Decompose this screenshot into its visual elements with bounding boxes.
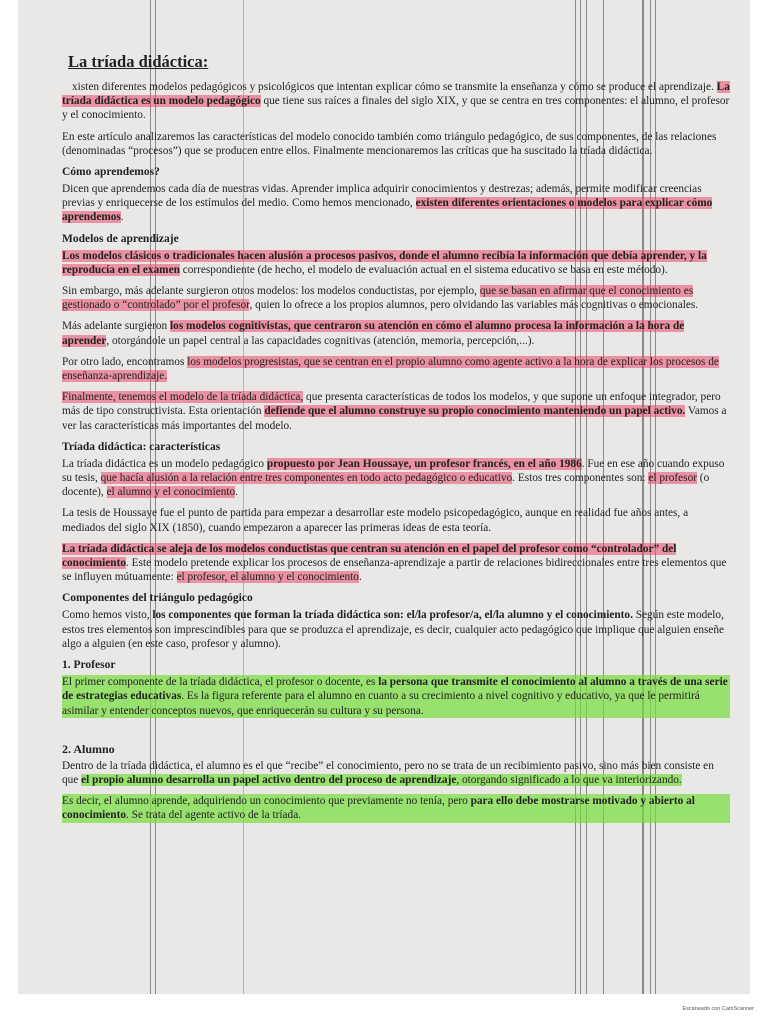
modelos-paragraph-1: Los modelos clásicos o tradicionales hacen alusión a procesos pasivos, donde el alumno recibía la información que debía aprender, y la reproducía en el examen correspondiente (de hecho, el modelo de evaluación actual en el sistema educativo se basa en este método). (62, 249, 707, 276)
highlight-pink: defiende que el alumno construye su propio conocimiento manteniendo un papel activo. (264, 405, 686, 418)
highlight-pink: Los modelos clásicos o tradicionales hacen alusión a procesos pasivos, donde el alumno recibía la información que debía aprender, y la reproducía en el examen (62, 249, 707, 276)
highlight-green: , otorgando significado a lo que va interiorizando. (456, 773, 682, 786)
modelos-paragraph-5: Finalmente, tenemos el modelo de la tríada didáctica, que presenta características de todos los modelos, y que supone un enfoque integrador, pero más de tipo constructivista. Esta orientación defiende que el alumno construye su propio conocimiento manteniendo un papel activo. Vamos a ver las características más importantes del modelo. (62, 391, 727, 432)
highlight-pink: existen diferentes orientaciones o modelos para explicar cómo aprendemos (62, 197, 713, 224)
section-heading-triada-caracteristicas: Tríada didáctica: características (62, 440, 221, 453)
alumno-paragraph-2: Es decir, el alumno aprende, adquiriendo un conocimiento que previamente no tenía, pero para ello debe mostrarse motivado y abierto al conocimiento. Se trata del agente activo de la tríada. (62, 794, 730, 822)
section-heading-profesor: 1. Profesor (62, 659, 116, 672)
highlight-pink: que hacía alusión a la relación entre tres componentes en todo acto pedagógico o educativo (100, 472, 513, 485)
intro-paragraph-1: xisten diferentes modelos pedagógicos y psicológicos que intentan explicar cómo se transmite la enseñanza y cómo se produce el aprendizaje. La tríada didáctica es un modelo pedagógico que tiene sus raíces a finales del siglo XIX, y que se centra en tres componentes: el alumno, el profesor y el conocimiento. (62, 81, 730, 122)
alumno-paragraph-1: Dentro de la tríada didáctica, el alumno es el que “recibe” el conocimiento, pero no se trata de un recibimiento pasivo, sino más bien consiste en que el propio alumno desarrolla un papel activo dentro del proceso de aprendizaje, otorgando significado a lo que va interiorizando. (62, 759, 714, 786)
modelos-paragraph-2: Sin embargo, más adelante surgieron otros modelos: los modelos conductistas, por ejemplo, que se basan en afirmar que el conocimiento es gestionado o “controlado” por el profesor, quien lo ofrece a los propios alumnos, pero olvidando las variables más cognitivas o emocionales. (62, 285, 699, 312)
intro-paragraph-2: En este artículo analizaremos las características del modelo conocido también como triángulo pedagógico, de sus componentes, de las relaciones (denominadas “procesos”) que se producen entre ellos. Finalmente mencionaremos las críticas que ha suscitado la tríada didáctica. (62, 130, 717, 157)
componentes-paragraph: Como hemos visto, los componentes que forman la tríada didáctica son: el/la profesor/a, el/la alumno y el conocimiento. Según este modelo, estos tres elementos son imprescindibles para que se produzca el aprendizaje, es decir, cualquier acto pedagógico que implique que alguien enseñe algo a alguien (en este caso, profesor y alumno). (62, 609, 725, 650)
profesor-paragraph: El primer componente de la tríada didáctica, el profesor o docente, es la persona que transmite el conocimiento al alumno a través de una serie de estrategias educativas. Es la figura referente para el alumno en cuanto a su crecimiento a nivel cognitivo y educativo, ya que le permitirá asimilar y entender conceptos nuevos, que enriquecerán su cultura y su persona. (62, 675, 730, 718)
highlight-pink: propuesto por Jean Houssaye, un profesor francés, en el año 1986 (266, 457, 582, 470)
highlight-pink: el alumno y el conocimiento (106, 486, 236, 499)
section-heading-modelos: Modelos de aprendizaje (62, 232, 179, 245)
highlight-pink: el profesor (648, 472, 697, 485)
section-heading-componentes: Componentes del triángulo pedagógico (62, 592, 253, 605)
triada-paragraph-3: La tríada didáctica se aleja de los modelos conductistas que centran su atención en el papel del profesor como “controlador” del conocimiento. Este modelo pretende explicar los procesos de enseñanza-aprendizaje a partir de relaciones bidireccionales entre tres elementos que se influyen mútuamente: el profesor, el alumno y el conocimiento. (62, 542, 727, 584)
highlight-pink: los modelos cognitivistas, que centraron su atención en cómo el alumno procesa la información a la hora de aprender (62, 320, 685, 347)
scanner-watermark: Escaneado con CamScanner (682, 1006, 754, 1012)
modelos-paragraph-3: Más adelante surgieron los modelos cognitivistas, que centraron su atención en cómo el alumno procesa la información a la hora de aprender, otorgándole un papel central a las capacidades cognitivas (atención, memoria, percepción,...). (62, 320, 685, 347)
document-page (62, 52, 730, 830)
section-heading-como-aprendemos: Cómo aprendemos? (62, 166, 160, 179)
section-heading-alumno: 2. Alumno (62, 741, 115, 756)
highlight-pink: Finalmente, tenemos el modelo de la tríada didáctica, (62, 391, 304, 404)
como-aprendemos-paragraph: Dicen que aprendemos cada día de nuestras vidas. Aprender implica adquirir conocimientos y destrezas; además, permite modificar creencias previas y enriquecerse de los estímulos del medio. Como hemos mencionado, existen diferentes orientaciones o modelos para explicar cómo aprendemos. (62, 183, 713, 224)
highlight-pink: los modelos progresistas, que se centran en el propio alumno como agente activo a la hora de explicar los procesos de enseñanza-aprendizaje. (62, 355, 719, 383)
highlight-green: el propio alumno desarrolla un papel activo dentro del proceso de aprendizaje (81, 773, 457, 786)
highlight-pink: que se basan en afirmar que el conocimiento es gestionado o “controlado” por el profesor (62, 285, 694, 312)
highlight-pink: La tríada didáctica se aleja de los modelos conductistas que centran su atención en el papel del profesor como “controlador” del conocimiento (62, 542, 677, 570)
highlight-pink: el profesor, el alumno y el conocimiento (176, 571, 359, 584)
modelos-paragraph-4: Por otro lado, encontramos los modelos progresistas, que se centran en el propio alumno como agente activo a la hora de explicar los procesos de enseñanza-aprendizaje. (62, 355, 719, 383)
page-title: La tríada didáctica: (68, 52, 209, 71)
triada-paragraph-1: La tríada didáctica es un modelo pedagógico propuesto por Jean Houssaye, un profesor francés, en el año 1986. Fue en ese año cuando expuso su tesis, que hacía alusión a la relación entre tres componentes en todo acto pedagógico o educativo. Estos tres componentes son: el profesor (o docente), el alumno y el conocimiento. (62, 457, 725, 499)
triada-paragraph-2: La tesis de Houssaye fue el punto de partida para empezar a desarrollar este modelo psicopedagógico, aunque en realidad fue años antes, a mediados del siglo XIX (1850), cuando empezaron a aparecer las primeras ideas de esta teoría. (62, 507, 689, 534)
highlight-pink: La tríada didáctica es un modelo pedagógico (62, 81, 730, 108)
